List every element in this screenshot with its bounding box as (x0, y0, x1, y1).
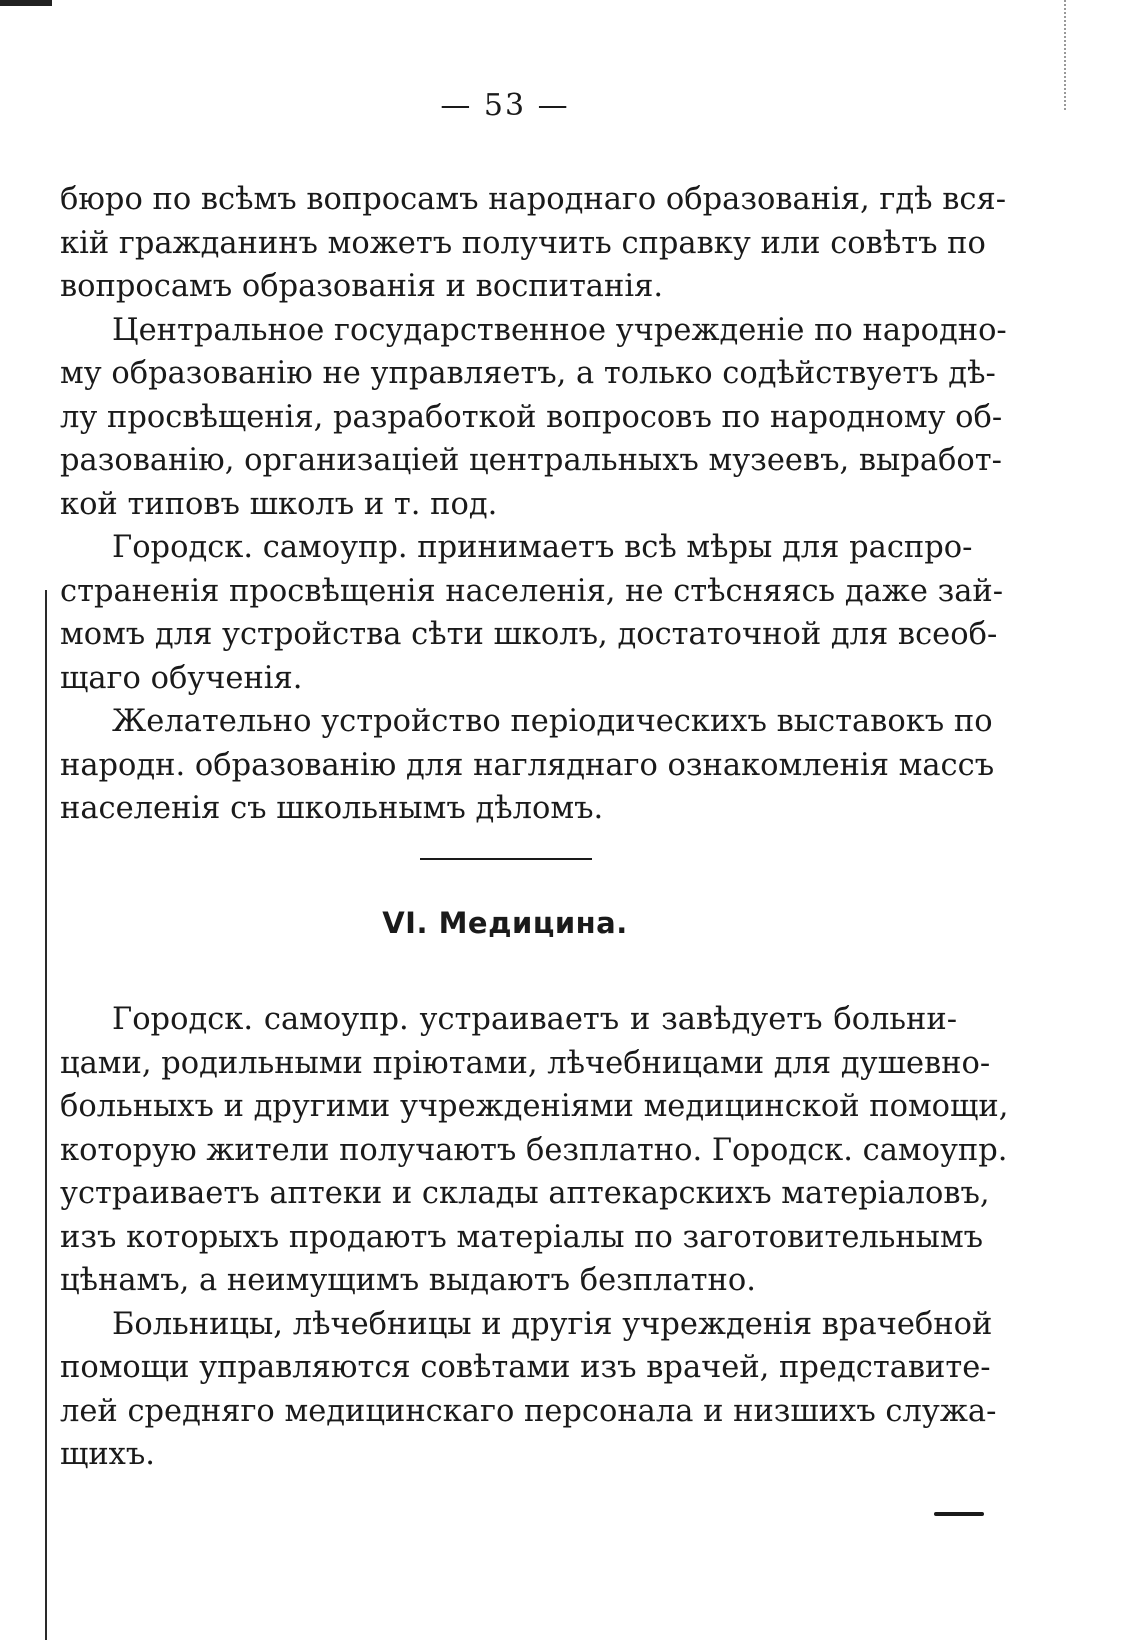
text-line: населенія съ школьнымъ дѣломъ. (60, 791, 604, 826)
scan-artifact-bottom-dash (934, 1512, 984, 1516)
text-line: кой типовъ школъ и т. под. (60, 486, 498, 522)
section-divider (420, 858, 592, 860)
text-line: момъ для устройства сѣти школъ, достаточной для всеоб- (60, 617, 998, 652)
text-line: вопросамъ образованія и воспитанія. (60, 269, 664, 304)
text-line: цѣнамъ, а неимущимъ выдаютъ безплатно. (60, 1263, 756, 1298)
text-line: бюро по всѣмъ вопросамъ народнаго образованія, гдѣ вся- (60, 182, 1007, 217)
scan-artifact-top (0, 0, 52, 6)
scan-artifact-right (1062, 0, 1066, 110)
text-line: Желательно устройство періодическихъ выставокъ по (112, 704, 993, 739)
page-number: — 53 — (440, 88, 570, 123)
text-line: народн. образованію для нагляднаго ознакомленія массъ (60, 747, 995, 783)
section-heading: VI. Медицина. (382, 906, 628, 940)
text-line: Больницы, лѣчебницы и другія учрежденія врачебной (112, 1306, 993, 1342)
text-line: устраиваетъ аптеки и склады аптекарскихъ матеріаловъ, (60, 1176, 990, 1211)
text-line: лу просвѣщенія, разработкой вопросовъ по народному об- (60, 399, 1003, 435)
text-line: которую жители получаютъ безплатно. Городск. самоупр. (60, 1132, 1008, 1168)
text-line: му образованію не управляетъ, а только содѣйствуетъ дѣ- (60, 356, 996, 391)
text-line: изъ которыхъ продаютъ матеріалы по заготовительнымъ (60, 1219, 984, 1255)
body-text-education (60, 178, 1007, 831)
text-line: Городск. самоупр. принимаетъ всѣ мѣры для распро- (112, 530, 973, 565)
scan-artifact-left-rule (45, 590, 47, 1640)
text-line: страненія просвѣщенія населенія, не стѣсняясь даже зай- (60, 573, 1004, 609)
text-line: цами, родильными пріютами, лѣчебницами для душевно- (60, 1045, 991, 1081)
text-line: помощи управляются совѣтами изъ врачей, представите- (60, 1350, 991, 1385)
text-line: щихъ. (60, 1437, 155, 1472)
text-line: Центральное государственное учрежденіе по народно- (112, 312, 1007, 348)
text-line: щаго обученія. (60, 660, 303, 696)
text-line: лей средняго медицинскаго персонала и низшихъ служа- (60, 1393, 997, 1429)
text-line: разованію, организаціей центральныхъ музеевъ, выработ- (60, 443, 1002, 478)
text-line: Городск. самоупр. устраиваетъ и завѣдуетъ больни- (112, 1002, 957, 1037)
text-line: кій гражданинъ можетъ получить справку или совѣтъ по (60, 225, 986, 261)
text-line: больныхъ и другими учрежденіями медицинской помощи, (60, 1089, 1009, 1124)
body-text-medicine (60, 998, 1009, 1477)
